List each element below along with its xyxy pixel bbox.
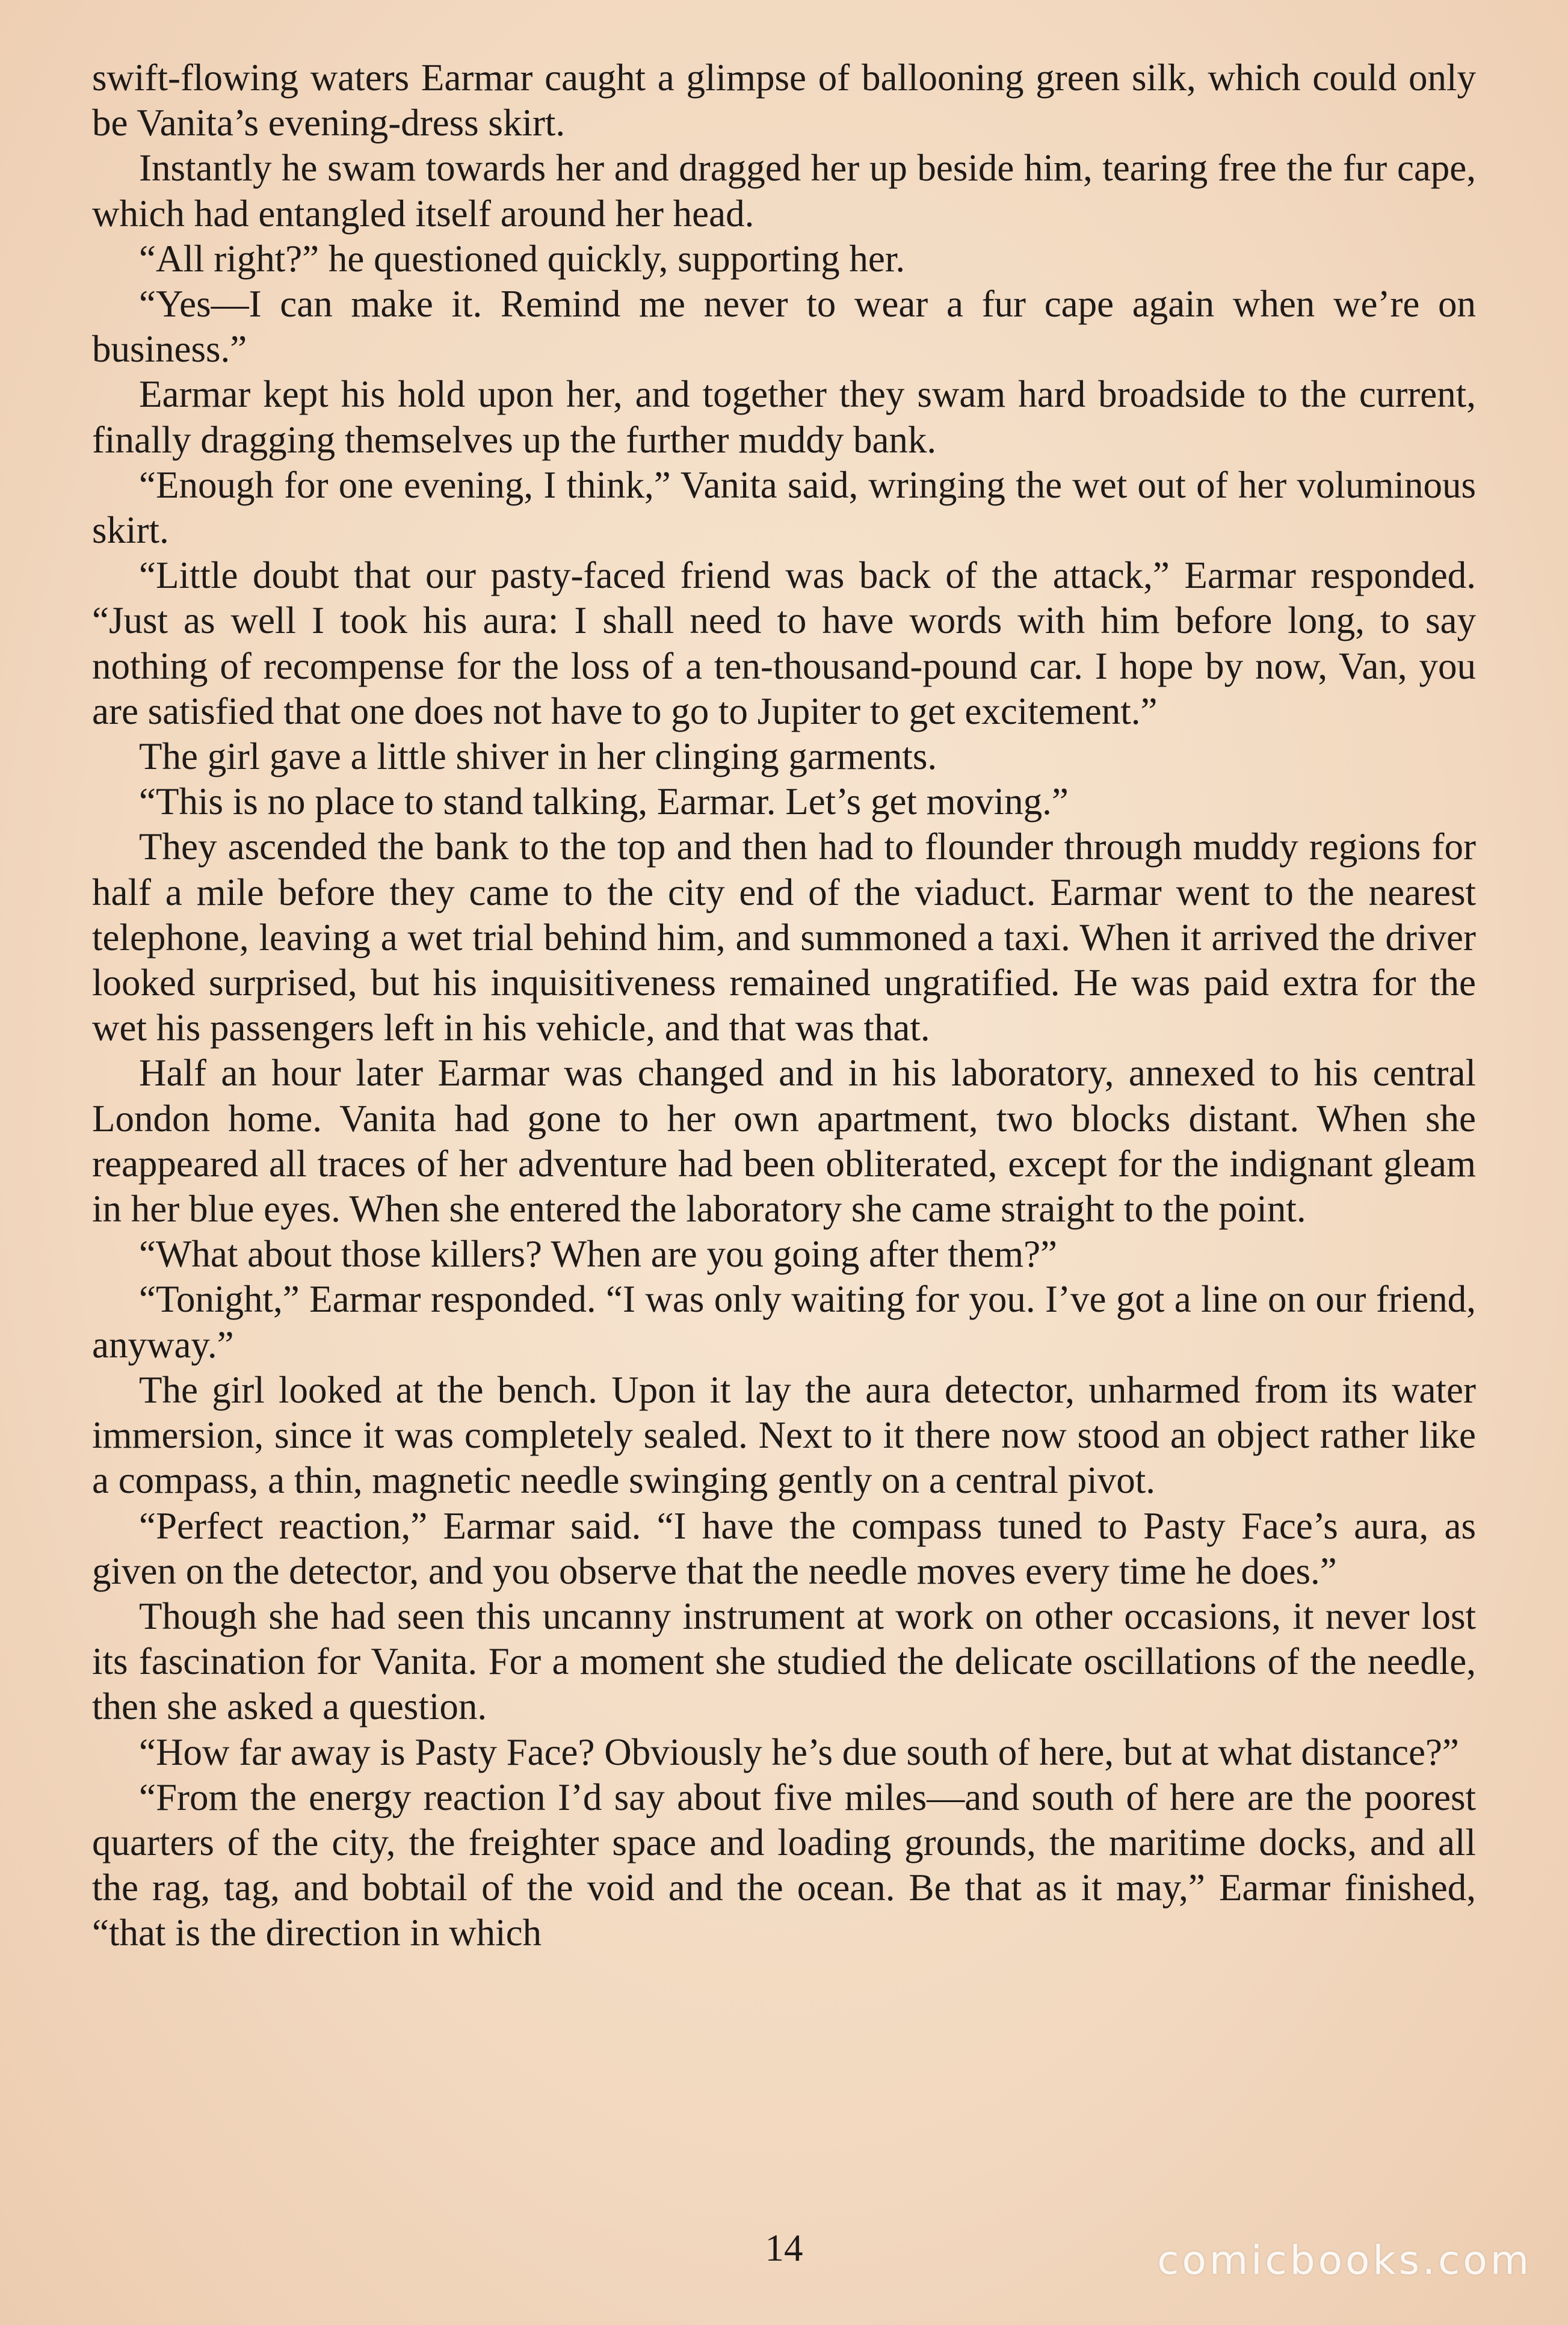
paragraph: “Enough for one evening, I think,” Vanita said, wringing the wet out of her voluminous skirt. [92, 463, 1476, 552]
page-number: 14 [765, 2227, 803, 2269]
paragraph: The girl gave a little shiver in her clinging garments. [139, 735, 937, 778]
paragraph: “What about those killers? When are you going after them?” [139, 1233, 1057, 1276]
paragraph: They ascended the bank to the top and then had to flounder through muddy regions for half a mile before they came to the city end of the viaduct. Earmar went to the nearest telephone, leaving a wet trial behind him, and summoned a taxi. When it arrived the driver looked surprised, but his inquisitiveness remained ungratified. He was paid extra for the wet his passengers left in his vehicle, and that was that. [92, 826, 1476, 1049]
paragraph: swift-flowing waters Earmar caught a glimpse of ballooning green silk, which could only be Vanita’s evening-dress skirt. [92, 57, 1476, 144]
paragraph: “This is no place to stand talking, Earmar. Let’s get moving.” [139, 780, 1069, 823]
paragraph: “All right?” he questioned quickly, supporting her. [139, 237, 906, 280]
paragraph: Instantly he swam towards her and dragged her up beside him, tearing free the fur cape, which had entangled itself around her head. [92, 147, 1476, 235]
paragraph: “Tonight,” Earmar responded. “I was only waiting for you. I’ve got a line on our friend, anyway.” [92, 1278, 1476, 1366]
paragraph: The girl looked at the bench. Upon it lay the aura detector, unharmed from its water immersion, since it was completely sealed. Next to it there now stood an object rather like a compass, a thin, magnetic needle swinging gently on a central pivot. [92, 1368, 1476, 1502]
site-watermark: comicbooks.com [1157, 2237, 1532, 2283]
paragraph: “Little doubt that our pasty-faced friend was back of the attack,” Earmar responded. “Just as well I took his aura: I shall need to have words with him before long, to say nothing of recompense for the loss of a ten-thousand-pound car. I hope by now, Van, you are satisfied that one does not have to go to Jupiter to get excitement.” [92, 554, 1476, 732]
paragraph: Though she had seen this uncanny instrument at work on other occasions, it never lost its fascination for Vanita. For a moment she studied the delicate oscillations of the needle, then she asked a question. [92, 1595, 1476, 1728]
paragraph: “Yes—I can make it. Remind me never to wear a fur cape again when we’re on business.” [92, 283, 1476, 371]
paragraph: “How far away is Pasty Face? Obviously he’s due south of here, but at what distance?” [139, 1731, 1459, 1773]
paragraph: “Perfect reaction,” Earmar said. “I have the compass tuned to Pasty Face’s aura, as given on the detector, and you observe that the needle moves every time he does.” [92, 1504, 1476, 1592]
paragraph: “From the energy reaction I’d say about five miles—and south of here are the poorest quarters of the city, the freighter space and loading grounds, the maritime docks, and all the rag, tag, and bobtail of the void and the ocean. Be that as it may,” Earmar finished, “that is the direction in which [92, 1776, 1476, 1954]
body-text [92, 55, 1476, 1956]
paragraph: Earmar kept his hold upon her, and together they swam hard broadside to the current, finally dragging themselves up the further muddy bank. [92, 373, 1476, 461]
paragraph: Half an hour later Earmar was changed and in his laboratory, annexed to his central London home. Vanita had gone to her own apartment, two blocks distant. When she reappeared all traces of her adventure had been obliterated, except for the indignant gleam in her blue eyes. When she entered the laboratory she came straight to the point. [92, 1052, 1476, 1230]
